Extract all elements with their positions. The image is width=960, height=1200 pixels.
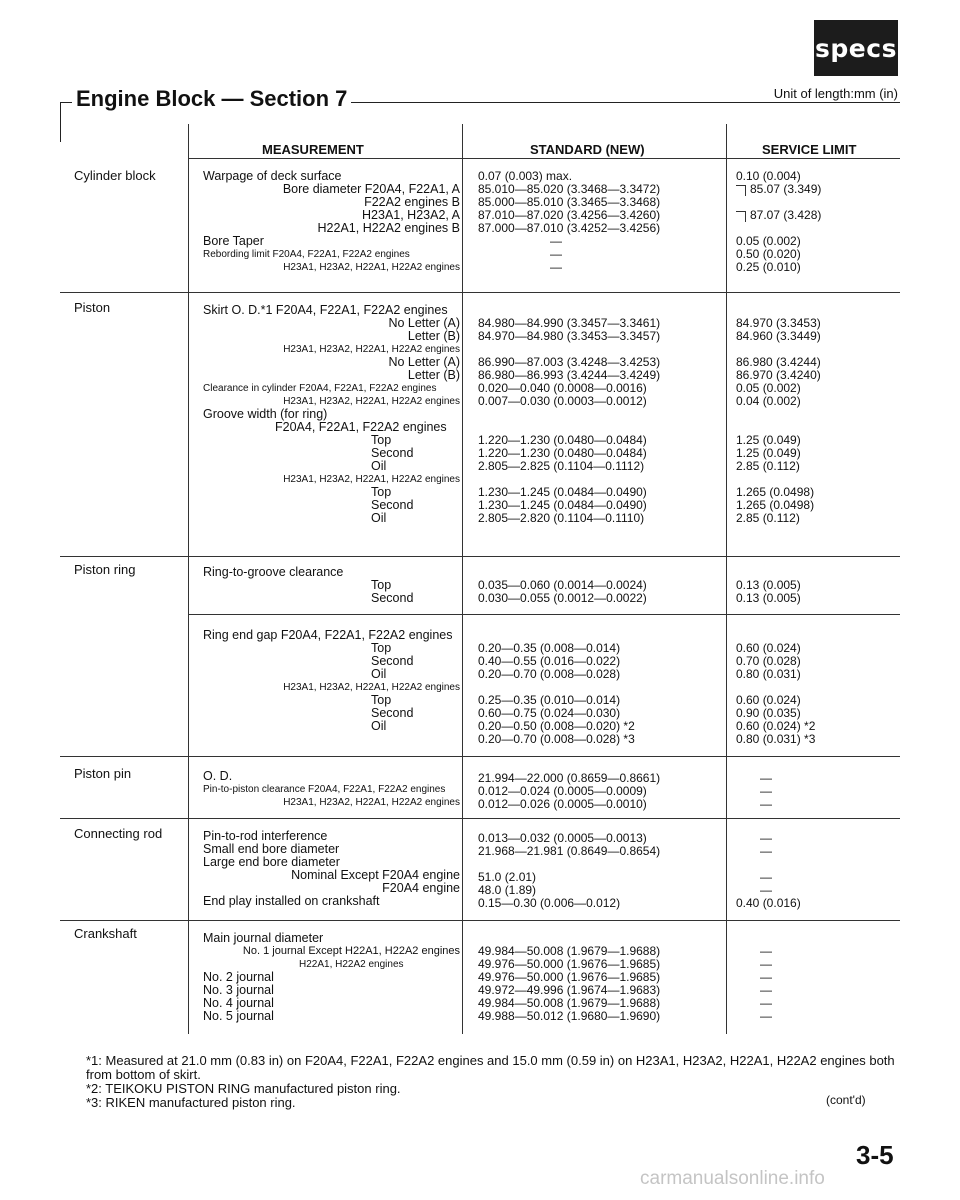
piston-pin-measurements <box>203 770 460 809</box>
svc-row <box>736 421 896 434</box>
meas-row <box>203 733 460 746</box>
svc-row: 0.05 (0.002) <box>736 235 801 248</box>
std-row: 48.0 (1.89) <box>478 884 537 897</box>
meas-row: Second <box>371 499 414 512</box>
header-standard: STANDARD (NEW) <box>530 142 645 157</box>
std-row: 2.805—2.825 (0.1104—0.1112) <box>478 460 645 473</box>
std-row: 0.20—0.35 (0.008—0.014) <box>478 642 621 655</box>
svc-row: 0.50 (0.020) <box>736 248 801 261</box>
meas-row: End play installed on crankshaft <box>203 895 380 908</box>
std-row: 86.990—87.003 (3.4248—3.4253) <box>478 356 661 369</box>
svc-row: 0.80 (0.031) <box>736 668 801 681</box>
svc-row <box>736 304 896 317</box>
svc-row: — <box>760 785 772 798</box>
piston-ring-service <box>736 566 896 746</box>
svc-row: — <box>760 945 772 958</box>
unit-note: Unit of length:mm (in) <box>773 86 898 101</box>
svc-row: 86.980 (3.4244) <box>736 356 821 369</box>
meas-row: Ring end gap F20A4, F22A1, F22A2 engines <box>203 629 453 642</box>
category-connecting-rod: Connecting rod <box>74 826 163 841</box>
header-service: SERVICE LIMIT <box>762 142 857 157</box>
meas-row: F20A4, F22A1, F22A2 engines <box>275 421 447 434</box>
svc-row: 1.25 (0.049) <box>736 434 801 447</box>
std-row: — <box>550 235 562 248</box>
svc-row: 0.60 (0.024) *2 <box>736 720 816 733</box>
meas-row: H23A1, H23A2, H22A1, H22A2 engines <box>283 682 460 693</box>
meas-row: F20A4 engine <box>382 882 460 895</box>
footnote-2: *2: TEIKOKU PISTON RING manufactured piston ring. <box>86 1081 401 1096</box>
svc-row: — <box>760 884 772 897</box>
svc-row: — <box>760 984 772 997</box>
std-row <box>478 566 723 579</box>
connecting-rod-service <box>736 832 896 910</box>
specs-badge: specs <box>814 20 898 76</box>
col-divider-3 <box>726 124 727 1034</box>
meas-row: No. 2 journal <box>203 971 274 984</box>
piston-ring-standards <box>478 566 723 746</box>
meas-row: Small end bore diameter <box>203 843 340 856</box>
std-row: 0.007—0.030 (0.0003—0.0012) <box>478 395 647 408</box>
meas-row: Bore diameter F20A4, F22A1, A <box>282 183 460 196</box>
svc-row <box>736 408 896 421</box>
meas-row: H22A1, H22A2 engines <box>299 959 404 970</box>
std-row: 2.805—2.820 (0.1104—0.1110) <box>478 512 645 525</box>
meas-row: Skirt O. D.*1 F20A4, F22A1, F22A2 engines <box>203 304 448 317</box>
std-row: 0.20—0.70 (0.008—0.028) *3 <box>478 733 635 746</box>
meas-row: H23A1, H23A2, H22A1, H22A2 engines <box>283 474 460 485</box>
meas-row: No. 4 journal <box>203 997 274 1010</box>
meas-row: No Letter (A) <box>388 317 460 330</box>
svc-row <box>736 858 896 871</box>
std-row: 0.030—0.055 (0.0012—0.0022) <box>478 592 647 605</box>
cylinder-block-standards <box>478 170 723 274</box>
svc-row <box>736 196 896 209</box>
std-row: 84.970—84.980 (3.3453—3.3457) <box>478 330 661 343</box>
category-cylinder-block: Cylinder block <box>74 168 156 183</box>
category-piston-ring: Piston ring <box>74 562 136 577</box>
std-row <box>478 473 723 486</box>
svc-row <box>736 629 896 642</box>
std-row: 49.972—49.996 (1.9674—1.9683) <box>478 984 661 997</box>
meas-row: Nominal Except F20A4 engine <box>291 869 460 882</box>
section-rule <box>60 556 900 557</box>
std-row: 0.020—0.040 (0.0008—0.0016) <box>478 382 647 395</box>
section-rule <box>60 920 900 921</box>
meas-row: H23A1, H23A2, H22A1, H22A2 engines <box>283 396 460 407</box>
frame-left-tick <box>60 102 61 142</box>
meas-row: Second <box>371 592 414 605</box>
std-row: 0.25—0.35 (0.010—0.014) <box>478 694 621 707</box>
meas-row: Pin-to-piston clearance F20A4, F22A1, F22A2 engines <box>203 784 446 795</box>
svc-row: 1.265 (0.0498) <box>736 499 815 512</box>
cylinder-block-service <box>736 170 896 274</box>
meas-row: Ring-to-groove clearance <box>203 566 344 579</box>
category-piston-pin: Piston pin <box>74 766 132 781</box>
std-row: 49.976—50.000 (1.9676—1.9685) <box>478 971 661 984</box>
meas-row: No Letter (A) <box>388 356 460 369</box>
meas-row: Second <box>371 707 414 720</box>
footnote-3: *3: RIKEN manufactured piston ring. <box>86 1095 296 1110</box>
meas-row: Main journal diameter <box>203 932 324 945</box>
piston-measurements <box>203 304 460 525</box>
svc-row: 84.960 (3.3449) <box>736 330 821 343</box>
crankshaft-standards <box>478 932 723 1023</box>
header-measurement: MEASUREMENT <box>262 142 364 157</box>
std-row: 1.220—1.230 (0.0480—0.0484) <box>478 434 647 447</box>
std-row: 0.012—0.026 (0.0005—0.0010) <box>478 798 647 811</box>
svc-row: 1.25 (0.049) <box>736 447 801 460</box>
meas-row: H23A1, H23A2, A <box>362 209 460 222</box>
svc-row: 0.05 (0.002) <box>736 382 801 395</box>
svc-row: 0.70 (0.028) <box>736 655 801 668</box>
std-row: 21.994—22.000 (0.8659—0.8661) <box>478 772 661 785</box>
meas-row: Warpage of deck surface <box>203 170 342 183</box>
meas-row: H23A1, H23A2, H22A1, H22A2 engines <box>283 262 460 273</box>
std-row: 49.984—50.008 (1.9679—1.9688) <box>478 997 661 1010</box>
svc-row <box>736 473 896 486</box>
svc-row: — <box>760 871 772 884</box>
svc-row: 0.80 (0.031) *3 <box>736 733 816 746</box>
svc-row <box>736 605 896 629</box>
page-number: 3-5 <box>856 1140 894 1170</box>
svc-row: — <box>760 798 772 811</box>
svc-row <box>736 681 896 694</box>
section-rule <box>60 292 900 293</box>
std-row: 0.40—0.55 (0.016—0.022) <box>478 655 621 668</box>
meas-row <box>203 605 460 629</box>
std-row: 0.012—0.024 (0.0005—0.0009) <box>478 785 647 798</box>
svc-row: 0.60 (0.024) <box>736 642 801 655</box>
std-row: 84.980—84.990 (3.3457—3.3461) <box>478 317 661 330</box>
page-title: Engine Block — Section 7 <box>72 86 351 112</box>
connecting-rod-standards <box>478 832 723 910</box>
std-row: 85.000—85.010 (3.3465—3.3468) <box>478 196 661 209</box>
meas-row: O. D. <box>203 770 233 783</box>
meas-row: Letter (B) <box>407 369 460 382</box>
meas-row: No. 3 journal <box>203 984 274 997</box>
cylinder-block-measurements <box>203 170 460 274</box>
std-row: 85.010—85.020 (3.3468—3.3472) <box>478 183 661 196</box>
svc-row: — <box>760 971 772 984</box>
meas-row: No. 5 journal <box>203 1010 274 1023</box>
svc-row <box>760 932 920 945</box>
std-row <box>478 932 723 945</box>
meas-row: Top <box>371 486 392 499</box>
svc-row: 87.07 (3.428) <box>736 209 896 222</box>
svc-row: 0.60 (0.024) <box>736 694 801 707</box>
svc-row: 0.13 (0.005) <box>736 579 801 592</box>
meas-row: Groove width (for ring) <box>203 408 328 421</box>
meas-row: Oil <box>371 512 387 525</box>
std-row <box>478 858 723 871</box>
meas-row: Top <box>371 694 392 707</box>
col-divider-1 <box>188 124 189 1034</box>
svc-row: — <box>760 772 772 785</box>
meas-row: H22A1, H22A2 engines B <box>317 222 460 235</box>
svc-row: — <box>760 845 772 858</box>
std-row: 0.013—0.032 (0.0005—0.0013) <box>478 832 647 845</box>
piston-pin-standards <box>478 772 723 811</box>
meas-row: F22A2 engines B <box>364 196 460 209</box>
std-row: 0.15—0.30 (0.006—0.012) <box>478 897 621 910</box>
svc-row: 84.970 (3.3453) <box>736 317 821 330</box>
meas-row: Rebording limit F20A4, F22A1, F22A2 engines <box>203 249 410 260</box>
meas-row: Letter (B) <box>407 330 460 343</box>
svc-row: 85.07 (3.349) <box>736 183 896 196</box>
svc-row: 0.25 (0.010) <box>736 261 801 274</box>
svc-row <box>736 222 896 235</box>
std-row: 87.000—87.010 (3.4252—3.4256) <box>478 222 661 235</box>
std-row: 49.984—50.008 (1.9679—1.9688) <box>478 945 661 958</box>
std-row <box>478 605 723 629</box>
std-row: — <box>550 248 562 261</box>
meas-row: Top <box>371 434 392 447</box>
std-row: 0.035—0.060 (0.0014—0.0024) <box>478 579 647 592</box>
std-row: 1.230—1.245 (0.0484—0.0490) <box>478 486 647 499</box>
std-row: 21.968—21.981 (0.8649—0.8654) <box>478 845 661 858</box>
continued-note: (cont'd) <box>826 1093 866 1107</box>
svc-row: — <box>760 997 772 1010</box>
meas-row: Pin-to-rod interference <box>203 830 328 843</box>
section-rule <box>60 756 900 757</box>
footnotes <box>86 1054 906 1110</box>
piston-pin-service <box>736 772 920 811</box>
meas-row: Oil <box>371 460 387 473</box>
meas-row: Top <box>371 579 392 592</box>
svc-row: 0.10 (0.004) <box>736 170 801 183</box>
std-row: 1.230—1.245 (0.0484—0.0490) <box>478 499 647 512</box>
crankshaft-service <box>736 932 920 1023</box>
meas-row: Large end bore diameter <box>203 856 340 869</box>
svc-row: — <box>760 1010 772 1023</box>
std-row <box>478 421 723 434</box>
meas-row: Second <box>371 447 414 460</box>
meas-row: Clearance in cylinder F20A4, F22A1, F22A2 engines <box>203 383 437 394</box>
bracket-icon <box>736 211 746 222</box>
meas-row: Oil <box>371 720 387 733</box>
std-row: 51.0 (2.01) <box>478 871 537 884</box>
std-row: 49.988—50.012 (1.9680—1.9690) <box>478 1010 661 1023</box>
meas-row: H23A1, H23A2, H22A1, H22A2 engines <box>283 344 460 355</box>
category-crankshaft: Crankshaft <box>74 926 137 941</box>
svc-row <box>736 566 896 579</box>
std-row: 49.976—50.000 (1.9676—1.9685) <box>478 958 661 971</box>
piston-standards <box>478 304 723 525</box>
meas-row: Second <box>371 655 414 668</box>
svc-row: 2.85 (0.112) <box>736 512 800 525</box>
svc-row: 86.970 (3.4240) <box>736 369 821 382</box>
bracket-icon <box>736 185 746 196</box>
svc-row: 2.85 (0.112) <box>736 460 800 473</box>
std-row <box>478 681 723 694</box>
svc-row: 0.40 (0.016) <box>736 897 801 910</box>
meas-row: Top <box>371 642 392 655</box>
std-row <box>478 629 723 642</box>
svc-row: 0.13 (0.005) <box>736 592 801 605</box>
connecting-rod-measurements <box>203 830 460 908</box>
meas-row: Bore Taper <box>203 235 264 248</box>
svc-row <box>736 343 896 356</box>
piston-ring-measurements <box>203 566 460 746</box>
std-row: 87.010—87.020 (3.4256—3.4260) <box>478 209 661 222</box>
crankshaft-measurements <box>203 932 460 1023</box>
svc-row: 1.265 (0.0498) <box>736 486 815 499</box>
footnote-1: *1: Measured at 21.0 mm (0.83 in) on F20A4, F22A1, F22A2 engines and 15.0 mm (0.59 in) on H23A1, H23A2, H22A1, H22A2 engines both from bottom of skirt. <box>86 1053 895 1082</box>
meas-row: H23A1, H23A2, H22A1, H22A2 engines <box>283 797 460 808</box>
std-row <box>478 304 723 317</box>
std-row: — <box>550 261 562 274</box>
std-row: 0.07 (0.003) max. <box>478 170 573 183</box>
svc-row: 0.90 (0.035) <box>736 707 801 720</box>
section-rule <box>60 818 900 819</box>
meas-row: No. 1 journal Except H22A1, H22A2 engines <box>242 945 460 957</box>
svc-row: — <box>760 958 772 971</box>
watermark: carmanualsonline.info <box>640 1168 825 1189</box>
svc-row: — <box>760 832 772 845</box>
std-row: 1.220—1.230 (0.0480—0.0484) <box>478 447 647 460</box>
meas-row: Oil <box>371 668 387 681</box>
std-row: 86.980—86.993 (3.4244—3.4249) <box>478 369 661 382</box>
col-divider-2 <box>462 124 463 1034</box>
category-piston: Piston <box>74 300 111 315</box>
std-row: 0.60—0.75 (0.024—0.030) <box>478 707 621 720</box>
std-row <box>478 343 723 356</box>
std-row: 0.20—0.70 (0.008—0.028) <box>478 668 621 681</box>
piston-service <box>736 304 896 525</box>
header-rule <box>188 158 900 159</box>
svc-row: 0.04 (0.002) <box>736 395 801 408</box>
std-row <box>478 408 723 421</box>
std-row: 0.20—0.50 (0.008—0.020) *2 <box>478 720 635 733</box>
